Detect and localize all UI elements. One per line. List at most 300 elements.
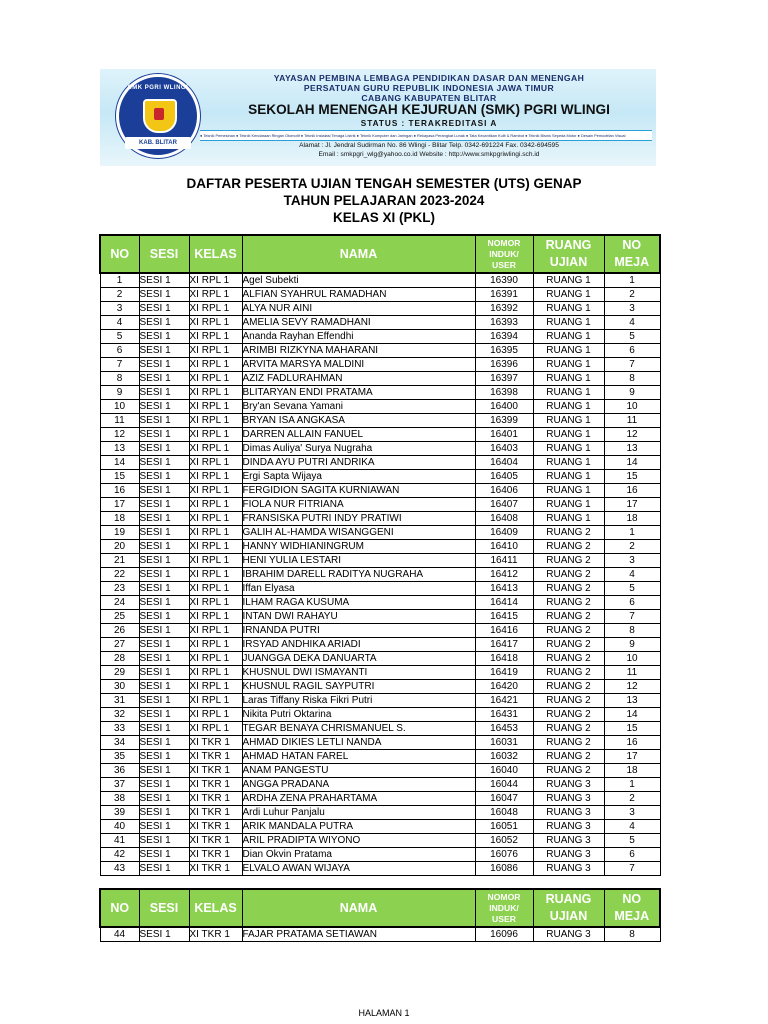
cell-no: 25 — [100, 610, 139, 624]
cell-nomor-induk: 16044 — [475, 778, 533, 792]
cell-nomor-induk: 16410 — [475, 540, 533, 554]
table-row — [100, 470, 660, 484]
cell-no: 44 — [100, 927, 139, 942]
cell-nomor-induk: 16096 — [475, 927, 533, 942]
table-row — [100, 778, 660, 792]
cell-meja: 7 — [604, 862, 660, 876]
cell-nomor-induk: 16405 — [475, 470, 533, 484]
cell-ruang: RUANG 1 — [533, 470, 604, 484]
cell-kelas: XI RPL 1 — [189, 708, 242, 722]
cell-sesi: SESI 1 — [139, 330, 189, 344]
table-row — [100, 330, 660, 344]
cell-nama: ILHAM RAGA KUSUMA — [242, 596, 475, 610]
cell-nama: ANGGA PRADANA — [242, 778, 475, 792]
cell-sesi: SESI 1 — [139, 554, 189, 568]
cell-nama: FERGIDION SAGITA KURNIAWAN — [242, 484, 475, 498]
cell-no: 20 — [100, 540, 139, 554]
cell-no: 30 — [100, 680, 139, 694]
cell-no: 26 — [100, 624, 139, 638]
cell-nomor-induk: 16414 — [475, 596, 533, 610]
cell-no: 43 — [100, 862, 139, 876]
cell-nomor-induk: 16051 — [475, 820, 533, 834]
table-row — [100, 666, 660, 680]
cell-kelas: XI RPL 1 — [189, 638, 242, 652]
cell-nama: JUANGGA DEKA DANUARTA — [242, 652, 475, 666]
table-row — [100, 764, 660, 778]
cell-meja: 15 — [604, 722, 660, 736]
cell-meja: 8 — [604, 372, 660, 386]
cell-nama: TEGAR BENAYA CHRISMANUEL S. — [242, 722, 475, 736]
table-row — [100, 358, 660, 372]
cell-nama: BLITARYAN ENDI PRATAMA — [242, 386, 475, 400]
cell-kelas: XI TKR 1 — [189, 736, 242, 750]
header-ruang-line: RUANG — [545, 238, 592, 252]
cell-nomor-induk: 16396 — [475, 358, 533, 372]
header-induk-line: INDUK/ — [489, 902, 519, 913]
cell-kelas: XI TKR 1 — [189, 778, 242, 792]
cell-ruang: RUANG 1 — [533, 414, 604, 428]
table-row — [100, 372, 660, 386]
cell-sesi: SESI 1 — [139, 442, 189, 456]
cell-nomor-induk: 16412 — [475, 568, 533, 582]
cell-kelas: XI TKR 1 — [189, 806, 242, 820]
cell-no: 15 — [100, 470, 139, 484]
cell-nomor-induk: 16397 — [475, 372, 533, 386]
header-ujian-line: UJIAN — [549, 255, 588, 269]
cell-ruang: RUANG 1 — [533, 498, 604, 512]
header-user-line: USER — [492, 259, 516, 270]
cell-kelas: XI RPL 1 — [189, 428, 242, 442]
cell-nama: Ananda Rayhan Effendhi — [242, 330, 475, 344]
cell-meja: 16 — [604, 484, 660, 498]
cell-sesi: SESI 1 — [139, 680, 189, 694]
cell-sesi: SESI 1 — [139, 708, 189, 722]
cell-kelas: XI TKR 1 — [189, 792, 242, 806]
cell-kelas: XI RPL 1 — [189, 498, 242, 512]
letterhead-banner — [100, 69, 656, 166]
cell-nama: INTAN DWI RAHAYU — [242, 610, 475, 624]
cell-no: 32 — [100, 708, 139, 722]
association-name: PERSATUAN GURU REPUBLIK INDONESIA JAWA TIMUR — [303, 83, 555, 93]
cell-sesi: SESI 1 — [139, 722, 189, 736]
cell-nama: FIOLA NUR FITRIANA — [242, 498, 475, 512]
table-row — [100, 344, 660, 358]
header-sesi: SESI — [139, 889, 189, 927]
cell-sesi: SESI 1 — [139, 372, 189, 386]
cell-nama: Iffan Elyasa — [242, 582, 475, 596]
table-row — [100, 680, 660, 694]
cell-nama: Agel Subekti — [242, 273, 475, 288]
cell-nomor-induk: 16399 — [475, 414, 533, 428]
cell-sesi: SESI 1 — [139, 498, 189, 512]
cell-no: 8 — [100, 372, 139, 386]
cell-kelas: XI RPL 1 — [189, 288, 242, 302]
table-row — [100, 624, 660, 638]
cell-kelas: XI RPL 1 — [189, 330, 242, 344]
cell-meja: 4 — [604, 820, 660, 834]
cell-nomor-induk: 16419 — [475, 666, 533, 680]
cell-meja: 2 — [604, 540, 660, 554]
cell-ruang: RUANG 2 — [533, 582, 604, 596]
cell-nomor-induk: 16032 — [475, 750, 533, 764]
cell-kelas: XI RPL 1 — [189, 694, 242, 708]
table-row — [100, 806, 660, 820]
cell-nomor-induk: 16076 — [475, 848, 533, 862]
cell-nomor-induk: 16086 — [475, 862, 533, 876]
cell-nomor-induk: 16413 — [475, 582, 533, 596]
table-row — [100, 722, 660, 736]
cell-nomor-induk: 16393 — [475, 316, 533, 330]
header-ruang-line: RUANG — [545, 892, 592, 906]
cell-nomor-induk: 16040 — [475, 764, 533, 778]
cell-ruang: RUANG 2 — [533, 540, 604, 554]
header-no: NO — [100, 235, 139, 273]
cell-meja: 17 — [604, 750, 660, 764]
cell-kelas: XI RPL 1 — [189, 456, 242, 470]
cell-ruang: RUANG 2 — [533, 624, 604, 638]
cell-no: 40 — [100, 820, 139, 834]
cell-sesi: SESI 1 — [139, 596, 189, 610]
cell-meja: 9 — [604, 638, 660, 652]
cell-meja: 6 — [604, 344, 660, 358]
cell-nomor-induk: 16395 — [475, 344, 533, 358]
cell-meja: 2 — [604, 792, 660, 806]
cell-sesi: SESI 1 — [139, 848, 189, 862]
cell-sesi: SESI 1 — [139, 610, 189, 624]
header-no-meja — [604, 889, 660, 927]
table-row — [100, 750, 660, 764]
cell-ruang: RUANG 1 — [533, 428, 604, 442]
cell-meja: 3 — [604, 806, 660, 820]
cell-no: 12 — [100, 428, 139, 442]
cell-ruang: RUANG 2 — [533, 652, 604, 666]
cell-nama: ALYA NUR AINI — [242, 302, 475, 316]
cell-kelas: XI TKR 1 — [189, 862, 242, 876]
cell-sesi: SESI 1 — [139, 273, 189, 288]
cell-ruang: RUANG 2 — [533, 554, 604, 568]
cell-sesi: SESI 1 — [139, 638, 189, 652]
school-name: SEKOLAH MENENGAH KEJURUAN (SMK) PGRI WLINGI — [248, 102, 610, 117]
cell-nama: Nikita Putri Oktarina — [242, 708, 475, 722]
cell-sesi: SESI 1 — [139, 484, 189, 498]
cell-nomor-induk: 16404 — [475, 456, 533, 470]
header-ruang-ujian — [533, 235, 604, 273]
cell-sesi: SESI 1 — [139, 582, 189, 596]
cell-nama: FAJAR PRATAMA SETIAWAN — [242, 927, 475, 942]
cell-ruang: RUANG 1 — [533, 386, 604, 400]
cell-kelas: XI RPL 1 — [189, 652, 242, 666]
cell-kelas: XI TKR 1 — [189, 848, 242, 862]
document-title: DAFTAR PESERTA UJIAN TENGAH SEMESTER (UTS) GENAP — [186, 176, 582, 191]
cell-meja: 2 — [604, 288, 660, 302]
table-row — [100, 792, 660, 806]
cell-ruang: RUANG 3 — [533, 820, 604, 834]
cell-ruang: RUANG 1 — [533, 273, 604, 288]
table-row — [100, 386, 660, 400]
cell-nomor-induk: 16421 — [475, 694, 533, 708]
cell-nomor-induk: 16391 — [475, 288, 533, 302]
header-kelas: KELAS — [189, 889, 242, 927]
cell-ruang: RUANG 1 — [533, 512, 604, 526]
participant-table-continued — [99, 888, 661, 942]
cell-sesi: SESI 1 — [139, 750, 189, 764]
cell-ruang: RUANG 1 — [533, 484, 604, 498]
cell-sesi: SESI 1 — [139, 927, 189, 942]
cell-kelas: XI RPL 1 — [189, 526, 242, 540]
table-row — [100, 820, 660, 834]
cell-meja: 17 — [604, 498, 660, 512]
table-row — [100, 456, 660, 470]
cell-no: 1 — [100, 273, 139, 288]
table-row — [100, 288, 660, 302]
cell-no: 2 — [100, 288, 139, 302]
cell-nama: AHMAD HATAN FAREL — [242, 750, 475, 764]
cell-nomor-induk: 16415 — [475, 610, 533, 624]
cell-nomor-induk: 16401 — [475, 428, 533, 442]
cell-sesi: SESI 1 — [139, 652, 189, 666]
cell-meja: 3 — [604, 302, 660, 316]
cell-ruang: RUANG 2 — [533, 764, 604, 778]
header-ujian-line: UJIAN — [549, 909, 588, 923]
page-number: HALAMAN 1 — [358, 1008, 410, 1018]
cell-meja: 6 — [604, 848, 660, 862]
table-row — [100, 652, 660, 666]
header-user-line: USER — [492, 913, 516, 924]
shield-icon — [143, 99, 177, 133]
cell-kelas: XI RPL 1 — [189, 302, 242, 316]
header-nama: NAMA — [242, 235, 475, 273]
table-row — [100, 302, 660, 316]
cell-meja: 1 — [604, 526, 660, 540]
cell-no: 14 — [100, 456, 139, 470]
cell-nomor-induk: 16048 — [475, 806, 533, 820]
cell-sesi: SESI 1 — [139, 512, 189, 526]
cell-ruang: RUANG 2 — [533, 694, 604, 708]
cell-no: 34 — [100, 736, 139, 750]
cell-meja: 12 — [604, 680, 660, 694]
cell-nama: Dian Okvin Pratama — [242, 848, 475, 862]
cell-no: 11 — [100, 414, 139, 428]
cell-ruang: RUANG 3 — [533, 806, 604, 820]
cell-kelas: XI RPL 1 — [189, 414, 242, 428]
cell-nama: ARIMBI RIZKYNA MAHARANI — [242, 344, 475, 358]
cell-sesi: SESI 1 — [139, 316, 189, 330]
table-row — [100, 273, 660, 288]
cell-nomor-induk: 16047 — [475, 792, 533, 806]
cell-nomor-induk: 16052 — [475, 834, 533, 848]
cell-ruang: RUANG 2 — [533, 750, 604, 764]
school-contact: Email : smkpgri_wlg@yahoo.co.id Website : http://www.smkpgriwlingi.sch.id — [318, 151, 540, 158]
table-row — [100, 638, 660, 652]
cell-ruang: RUANG 2 — [533, 596, 604, 610]
cell-sesi: SESI 1 — [139, 806, 189, 820]
cell-no: 37 — [100, 778, 139, 792]
cell-ruang: RUANG 2 — [533, 666, 604, 680]
cell-kelas: XI RPL 1 — [189, 273, 242, 288]
table-row — [100, 540, 660, 554]
school-logo-icon — [116, 74, 200, 158]
table-row — [100, 834, 660, 848]
cell-no: 10 — [100, 400, 139, 414]
cell-no: 6 — [100, 344, 139, 358]
cell-meja: 14 — [604, 708, 660, 722]
table-row — [100, 848, 660, 862]
cell-nama: ARIL PRADIPTA WIYONO — [242, 834, 475, 848]
branch-name: CABANG KABUPATEN BLITAR — [361, 93, 497, 103]
cell-nomor-induk: 16403 — [475, 442, 533, 456]
cell-nama: DARREN ALLAIN FANUEL — [242, 428, 475, 442]
cell-meja: 13 — [604, 694, 660, 708]
cell-nama: FRANSISKA PUTRI INDY PRATIWI — [242, 512, 475, 526]
cell-kelas: XI RPL 1 — [189, 386, 242, 400]
header-meja-line: MEJA — [614, 255, 650, 269]
table-row — [100, 484, 660, 498]
cell-no: 27 — [100, 638, 139, 652]
table-body — [100, 273, 660, 876]
cell-ruang: RUANG 2 — [533, 722, 604, 736]
cell-no: 23 — [100, 582, 139, 596]
cell-no: 33 — [100, 722, 139, 736]
cell-kelas: XI TKR 1 — [189, 820, 242, 834]
cell-sesi: SESI 1 — [139, 666, 189, 680]
cell-kelas: XI RPL 1 — [189, 358, 242, 372]
header-no-line: NO — [622, 892, 642, 906]
cell-no: 4 — [100, 316, 139, 330]
header-induk-line: INDUK/ — [489, 248, 519, 259]
cell-meja: 5 — [604, 834, 660, 848]
cell-ruang: RUANG 3 — [533, 792, 604, 806]
header-sesi: SESI — [139, 235, 189, 273]
cell-ruang: RUANG 1 — [533, 316, 604, 330]
cell-sesi: SESI 1 — [139, 568, 189, 582]
cell-ruang: RUANG 1 — [533, 442, 604, 456]
cell-no: 19 — [100, 526, 139, 540]
cell-sesi: SESI 1 — [139, 358, 189, 372]
cell-no: 5 — [100, 330, 139, 344]
cell-meja: 15 — [604, 470, 660, 484]
cell-ruang: RUANG 3 — [533, 862, 604, 876]
cell-ruang: RUANG 1 — [533, 302, 604, 316]
cell-nama: AMELIA SEVY RAMADHANI — [242, 316, 475, 330]
cell-nama: ARVITA MARSYA MALDINI — [242, 358, 475, 372]
cell-nama: Ardi Luhur Panjalu — [242, 806, 475, 820]
cell-meja: 7 — [604, 358, 660, 372]
logo-badge: KAB. BLITAR — [125, 137, 191, 149]
cell-nomor-induk: 16407 — [475, 498, 533, 512]
cell-kelas: XI RPL 1 — [189, 666, 242, 680]
cell-meja: 16 — [604, 736, 660, 750]
cell-kelas: XI TKR 1 — [189, 927, 242, 942]
table-row — [100, 316, 660, 330]
cell-kelas: XI RPL 1 — [189, 540, 242, 554]
cell-sesi: SESI 1 — [139, 344, 189, 358]
cell-sesi: SESI 1 — [139, 428, 189, 442]
header-ruang-ujian — [533, 889, 604, 927]
cell-meja: 18 — [604, 764, 660, 778]
cell-ruang: RUANG 1 — [533, 456, 604, 470]
cell-ruang: RUANG 1 — [533, 358, 604, 372]
cell-nomor-induk: 16398 — [475, 386, 533, 400]
cell-nama: GALIH AL-HAMDA WISANGGENI — [242, 526, 475, 540]
cell-ruang: RUANG 3 — [533, 927, 604, 942]
cell-kelas: XI RPL 1 — [189, 582, 242, 596]
table-row — [100, 414, 660, 428]
cell-sesi: SESI 1 — [139, 386, 189, 400]
cell-no: 36 — [100, 764, 139, 778]
table-row — [100, 498, 660, 512]
cell-sesi: SESI 1 — [139, 302, 189, 316]
header-nomor-induk — [475, 235, 533, 273]
table-row — [100, 610, 660, 624]
cell-ruang: RUANG 2 — [533, 610, 604, 624]
cell-kelas: XI RPL 1 — [189, 680, 242, 694]
table-row — [100, 708, 660, 722]
cell-no: 28 — [100, 652, 139, 666]
accreditation-status: STATUS : TERAKREDITASI A — [360, 119, 498, 128]
cell-kelas: XI RPL 1 — [189, 442, 242, 456]
cell-kelas: XI RPL 1 — [189, 470, 242, 484]
cell-meja: 4 — [604, 316, 660, 330]
cell-nomor-induk: 16453 — [475, 722, 533, 736]
cell-nama: ANAM PANGESTU — [242, 764, 475, 778]
cell-nama: AZIZ FADLURAHMAN — [242, 372, 475, 386]
table-row — [100, 428, 660, 442]
table-row — [100, 862, 660, 876]
cell-ruang: RUANG 3 — [533, 778, 604, 792]
cell-no: 31 — [100, 694, 139, 708]
cell-ruang: RUANG 3 — [533, 834, 604, 848]
table-row — [100, 400, 660, 414]
cell-nama: ALFIAN SYAHRUL RAMADHAN — [242, 288, 475, 302]
cell-kelas: XI RPL 1 — [189, 316, 242, 330]
cell-meja: 14 — [604, 456, 660, 470]
table-row — [100, 554, 660, 568]
table-header-row — [100, 889, 660, 927]
cell-kelas: XI RPL 1 — [189, 624, 242, 638]
cell-ruang: RUANG 1 — [533, 288, 604, 302]
cell-meja: 11 — [604, 414, 660, 428]
cell-sesi: SESI 1 — [139, 624, 189, 638]
cell-meja: 10 — [604, 652, 660, 666]
cell-sesi: SESI 1 — [139, 820, 189, 834]
cell-sesi: SESI 1 — [139, 470, 189, 484]
table-header-row — [100, 235, 660, 273]
table-body — [100, 927, 660, 942]
header-nama: NAMA — [242, 889, 475, 927]
cell-no: 29 — [100, 666, 139, 680]
cell-kelas: XI RPL 1 — [189, 722, 242, 736]
header-nomor-induk — [475, 889, 533, 927]
cell-nama: IBRAHIM DARELL RADITYA NUGRAHA — [242, 568, 475, 582]
table-row — [100, 526, 660, 540]
cell-meja: 3 — [604, 554, 660, 568]
cell-meja: 4 — [604, 568, 660, 582]
cell-nama: ARIK MANDALA PUTRA — [242, 820, 475, 834]
cell-nomor-induk: 16390 — [475, 273, 533, 288]
cell-sesi: SESI 1 — [139, 526, 189, 540]
cell-ruang: RUANG 1 — [533, 400, 604, 414]
cell-ruang: RUANG 1 — [533, 344, 604, 358]
class-label: KELAS XI (PKL) — [332, 210, 435, 225]
cell-meja: 12 — [604, 428, 660, 442]
cell-sesi: SESI 1 — [139, 414, 189, 428]
cell-nomor-induk: 16031 — [475, 736, 533, 750]
cell-nomor-induk: 16418 — [475, 652, 533, 666]
cell-nama: DINDA AYU PUTRI ANDRIKA — [242, 456, 475, 470]
cell-nama: ELVALO AWAN WIJAYA — [242, 862, 475, 876]
cell-meja: 1 — [604, 778, 660, 792]
cell-nomor-induk: 16411 — [475, 554, 533, 568]
